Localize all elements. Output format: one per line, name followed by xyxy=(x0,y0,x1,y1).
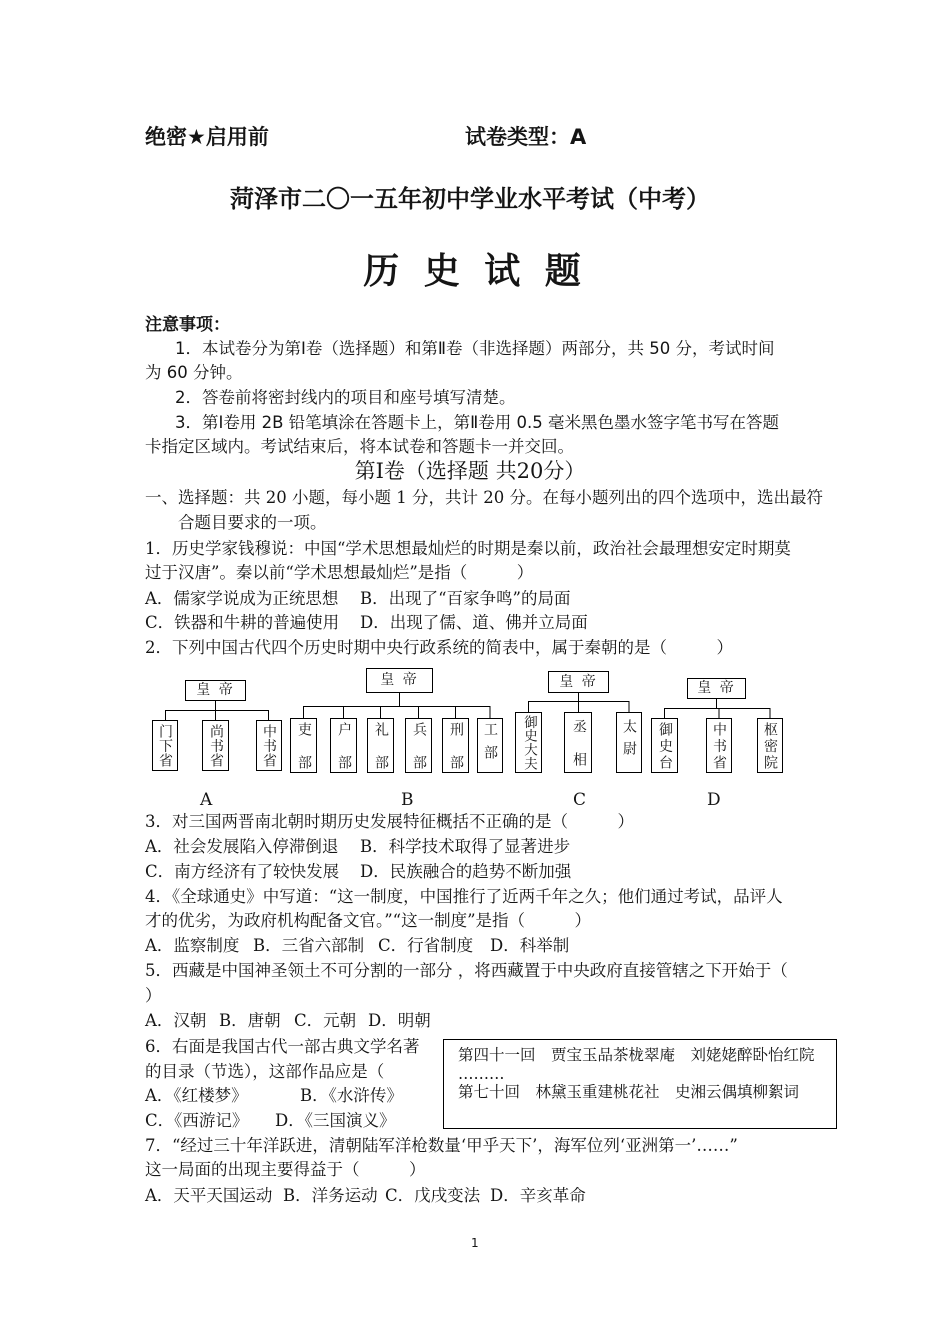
org-chart-b-unit-5: 刑部 xyxy=(442,718,469,773)
notes-line-2: 为 60 分钟。 xyxy=(145,363,243,382)
excerpt-line-chapter-70: 第七十回 林黛玉重建桃花社 史湘云偶填柳絮词 xyxy=(458,1083,800,1101)
q3-stem-line-1: 3．对三国两晋南北朝时期历史发展特征概括不正确的是（ ） xyxy=(145,812,634,831)
org-chart-d-unit-1: 御史台 xyxy=(651,718,678,773)
org-chart-b-label: B xyxy=(401,790,414,810)
q5-stem-line-1: 5．西藏是中国神圣领土不可分割的一部分 ，将西藏置于中央政府直接管辖之下开始于（ xyxy=(145,961,788,980)
org-chart-d-connector xyxy=(664,699,771,718)
notes-line-1: 1．本试卷分为第Ⅰ卷（选择题）和第Ⅱ卷（非选择题）两部分，共 50 分，考试时间 xyxy=(175,339,775,358)
q7-option-d: D．辛亥革命 xyxy=(490,1186,586,1205)
page-number: 1 xyxy=(471,1236,479,1250)
q1-option-a: A．儒家学说成为正统思想 xyxy=(145,589,339,608)
part-one-heading: 第Ⅰ卷（选择题 共20分） xyxy=(354,459,586,483)
q4-option-d: D．科举制 xyxy=(490,936,570,955)
q7-stem-line-2: 这一局面的出现主要得益于（ ） xyxy=(145,1160,426,1179)
q5-option-a: A．汉朝 xyxy=(145,1011,207,1030)
org-chart-c-unit-2: 丞相 xyxy=(564,712,592,773)
q4-option-b: B．三省六部制 xyxy=(253,936,365,955)
org-chart-d-emperor-box: 皇 帝 xyxy=(687,678,746,699)
q7-option-c: C．戊戌变法 xyxy=(385,1186,481,1205)
q4-option-c: C．行省制度 xyxy=(378,936,474,955)
q1-option-c: C．铁器和牛耕的普遍使用 xyxy=(145,613,340,632)
org-chart-d-unit-3: 枢密院 xyxy=(757,718,783,773)
q6-option-a: A．《红楼梦》 xyxy=(145,1086,248,1105)
q4-stem-line-1: 4．《全球通史》中写道：“这一制度，中国推行了近两千年之久；他们通过考试，品评人 xyxy=(145,887,783,906)
q1-option-b: B．出现了“百家争鸣”的局面 xyxy=(360,589,571,608)
org-chart-a-emperor-box: 皇 帝 xyxy=(185,680,246,701)
q4-stem-line-2: 才的优劣，为政府机构配备文官。”“这一制度”是指（ ） xyxy=(145,911,592,930)
org-chart-d-unit-2: 中书省 xyxy=(706,718,732,773)
org-chart-a-label: A xyxy=(200,790,213,810)
org-chart-b-unit-1: 吏部 xyxy=(290,718,317,773)
org-chart-d-label: D xyxy=(707,790,721,810)
notes-line-5: 卡指定区域内。考试结束后，将本试卷和答题卡一并交回。 xyxy=(145,437,574,456)
notes-line-3: 2．答卷前将密封线内的项目和座号填写清楚。 xyxy=(175,388,516,407)
q7-option-b: B．洋务运动 xyxy=(283,1186,378,1205)
header-paper-type: 试卷类型：A xyxy=(465,125,587,149)
q5-option-b: B．唐朝 xyxy=(219,1011,281,1030)
q6-option-d: D．《三国演义》 xyxy=(275,1111,396,1130)
q6-option-b: B．《水浒传》 xyxy=(300,1086,403,1105)
notes-heading: 注意事项： xyxy=(145,315,230,335)
org-chart-c-emperor-box: 皇 帝 xyxy=(548,671,609,693)
instructions-line-2: 合题目要求的一项。 xyxy=(178,513,327,532)
org-chart-b-unit-3: 礼部 xyxy=(367,718,394,773)
q6-contents-excerpt-box xyxy=(443,1039,837,1129)
q3-option-a: A．社会发展陷入停滞倒退 xyxy=(145,837,339,856)
org-chart-b-unit-6: 工部 xyxy=(477,718,503,773)
org-chart-c-unit-3: 太尉 xyxy=(616,712,642,773)
org-chart-c-connector xyxy=(528,693,630,712)
org-chart-b-unit-2: 户部 xyxy=(330,718,357,773)
q4-option-a: A．监察制度 xyxy=(145,936,240,955)
q3-option-c: C．南方经济有了较快发展 xyxy=(145,862,340,881)
notes-line-4: 3．第Ⅰ卷用 2B 铅笔填涂在答题卡上，第Ⅱ卷用 0.5 毫米黑色墨水签字笔书写在答题 xyxy=(175,413,780,432)
header-confidential: 绝密★启用前 xyxy=(145,125,269,149)
org-chart-a-connector xyxy=(165,701,269,720)
org-chart-a-unit-2: 尚书省 xyxy=(202,720,229,771)
q5-option-d: D．明朝 xyxy=(368,1011,431,1030)
exam-title: 菏泽市二〇一五年初中学业水平考试（中考） xyxy=(230,185,710,213)
subject-title: 历 史 试 题 xyxy=(363,251,587,292)
org-chart-b-emperor-box: 皇 帝 xyxy=(366,668,433,693)
org-chart-c-label: C xyxy=(573,790,587,810)
instructions-line-1: 一、选择题：共 20 小题，每小题 1 分，共计 20 分。在每小题列出的四个选项中，选出最符 xyxy=(145,488,823,507)
q6-stem-line-2: 的目录（节选），这部作品应是（ xyxy=(145,1062,385,1081)
org-chart-c-unit-1: 御史大夫 xyxy=(515,712,542,773)
q3-option-d: D．民族融合的趋势不断加强 xyxy=(360,862,572,881)
org-chart-b-unit-4: 兵部 xyxy=(405,718,432,773)
q7-option-a: A．天平天国运动 xyxy=(145,1186,273,1205)
q5-option-c: C．元朝 xyxy=(294,1011,357,1030)
q6-option-c: C．《西游记》 xyxy=(145,1111,249,1130)
q1-option-d: D．出现了儒、道、佛并立局面 xyxy=(360,613,588,632)
org-chart-a-unit-1: 门下省 xyxy=(152,720,178,771)
q5-stem-line-2: ） xyxy=(145,986,162,1005)
excerpt-line-chapter-41: 第四十一回 贾宝玉品茶栊翠庵 刘姥姥醉卧怡红院 xyxy=(458,1046,815,1064)
q2-stem-line-1: 2．下列中国古代四个历史时期中央行政系统的简表中，属于秦朝的是（ ） xyxy=(145,638,733,657)
q1-stem-line-1: 1．历史学家钱穆说：中国“学术思想最灿烂的时期是秦以前，政治社会最理想安定时期莫 xyxy=(145,539,791,558)
q1-stem-line-2: 过于汉唐”。秦以前“学术思想最灿烂”是指（ ） xyxy=(145,563,534,582)
org-chart-b-connector xyxy=(303,693,491,718)
q3-option-b: B．科学技术取得了显著进步 xyxy=(360,837,571,856)
q7-stem-line-1: 7．“经过三十年洋跃进，清朝陆军洋枪数量‘甲乎天下’，海军位列‘亚洲第一’……” xyxy=(145,1136,738,1155)
excerpt-ellipsis: ……… xyxy=(458,1065,505,1083)
org-chart-a-unit-3: 中书省 xyxy=(256,720,282,771)
q6-stem-line-1: 6．右面是我国古代一部古典文学名著 xyxy=(145,1037,420,1056)
